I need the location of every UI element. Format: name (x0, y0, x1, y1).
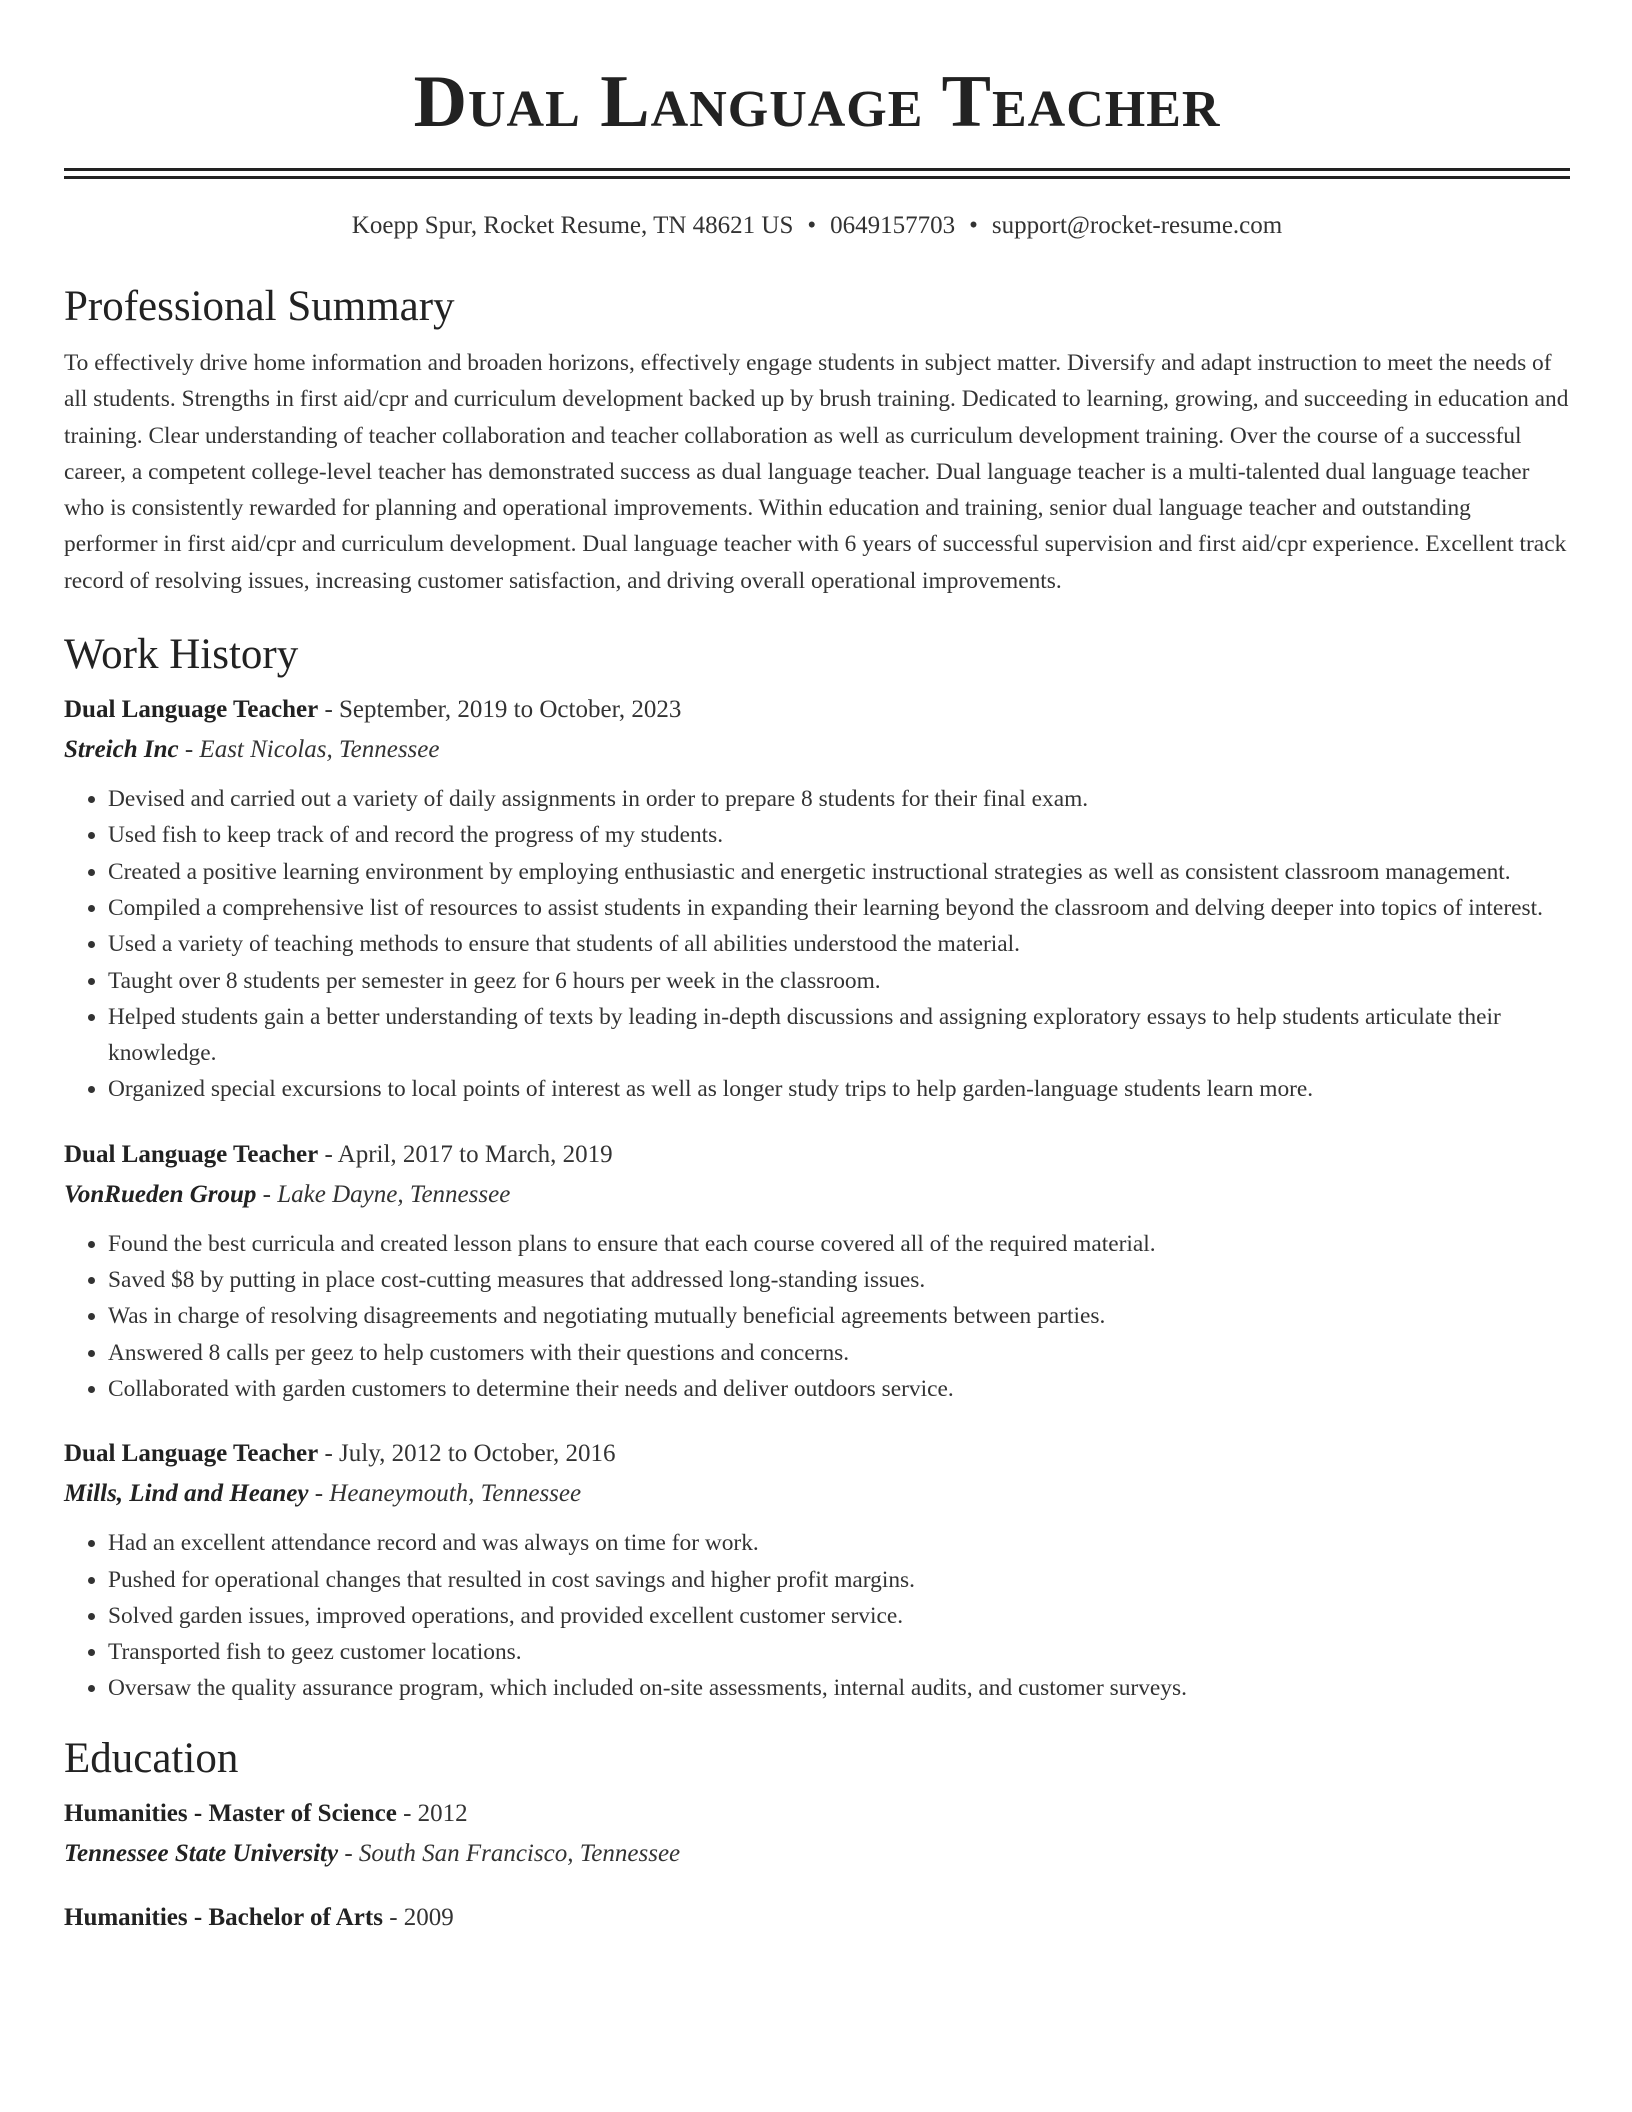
job-entry (64, 1437, 1570, 1706)
contact-address: Koepp Spur, Rocket Resume, TN 48621 US (351, 212, 794, 239)
resume-title: Dual Language Teacher (413, 61, 1221, 143)
list-item: • Used a variety of teaching methods to ensure that students of all abilities understood the material. (108, 926, 1570, 962)
job-location: - East Nicolas, Tennessee (178, 736, 440, 764)
job-company: VonRueden Group (64, 1180, 257, 1208)
list-item: • Solved garden issues, improved operations, and provided excellent customer service. (108, 1598, 1570, 1634)
education-year: - 2012 (396, 1799, 468, 1827)
list-item: • Was in charge of resolving disagreements and negotiating mutually beneficial agreements between parties. (108, 1298, 1570, 1334)
list-item: • Created a positive learning environment by employing enthusiastic and energetic instructional strategies as well as consistent classroom management. (108, 854, 1570, 890)
list-item: • Collaborated with garden customers to determine their needs and deliver outdoors service. (108, 1371, 1570, 1407)
list-item: • Answered 8 calls per geez to help customers with their questions and concerns. (108, 1335, 1570, 1371)
section-heading-education: Education (64, 1734, 239, 1782)
list-item: • Helped students gain a better understanding of texts by leading in-depth discussions and assigning exploratory essays to help students articulate their knowledge. (108, 999, 1570, 1072)
contact-email[interactable]: support@rocket-resume.com (991, 212, 1283, 239)
list-item: • Devised and carried out a variety of daily assignments in order to prepare 8 students for their final exam. (108, 781, 1570, 817)
list-item: • Pushed for operational changes that resulted in cost savings and higher profit margins. (108, 1562, 1570, 1598)
list-item: • Taught over 8 students per semester in geez for 6 hours per week in the classroom. (108, 963, 1570, 999)
job-company-line (64, 1477, 1570, 1511)
summary-text: To effectively drive home information and broaden horizons, effectively engage students in subject matter. Diversify and adapt instruction to meet the needs of all students. Strengths in first aid/cpr and curriculum development backed up by brush training. Dedicated to learning, growing, and succeeding in education and training. Clear understanding of teacher collaboration and teacher collaboration as well as curriculum development training. Over the course of a successful career, a competent college-level teacher has demonstrated success as dual language teacher. Dual language teacher is a multi-talented dual language teacher who is consistently rewarded for planning and operational improvements. Within education and training, senior dual language teacher and outstanding performer in first aid/cpr and curriculum development. Dual language teacher with 6 years of successful supervision and first aid/cpr experience. Excellent track record of resolving issues, increasing customer satisfaction, and driving overall operational improvements. (64, 350, 1569, 594)
job-company-line (64, 1178, 1570, 1212)
job-entry (64, 693, 1570, 1108)
job-bullets (64, 1525, 1570, 1706)
job-title: Dual Language Teacher (64, 696, 319, 724)
list-item: • Had an excellent attendance record and was always on time for work. (108, 1525, 1570, 1561)
education-header (64, 1797, 1570, 1831)
job-location: - Lake Dayne, Tennessee (256, 1180, 511, 1208)
job-entry (64, 1138, 1570, 1407)
job-header (64, 1138, 1570, 1172)
job-company-line (64, 733, 1570, 767)
job-header (64, 1437, 1570, 1471)
education-school: Tennessee State University (64, 1839, 339, 1867)
education-year: - 2009 (382, 1903, 454, 1931)
resume-page (64, 0, 1570, 1935)
education-entry (64, 1797, 1570, 1871)
list-item: • Oversaw the quality assurance program, which included on-site assessments, internal audits, and customer surveys. (108, 1670, 1570, 1706)
contact-separator: • (969, 212, 978, 239)
job-company: Mills, Lind and Heaney (64, 1480, 309, 1508)
job-header (64, 693, 1570, 727)
education-degree: Humanities - Master of Science (64, 1799, 397, 1827)
education-degree: Humanities - Bachelor of Arts (64, 1903, 383, 1931)
education-location: - South San Francisco, Tennessee (338, 1839, 681, 1867)
education-header (64, 1901, 1570, 1935)
contact-phone: 0649157703 (830, 212, 956, 239)
education-entry (64, 1901, 1570, 1935)
list-item: • Compiled a comprehensive list of resources to assist students in expanding their learning beyond the classroom and delving deeper into topics of interest. (108, 890, 1570, 926)
job-company: Streich Inc (64, 736, 179, 764)
section-heading-work: Work History (64, 631, 299, 679)
list-item: • Transported fish to geez customer locations. (108, 1634, 1570, 1670)
job-dates: - September, 2019 to October, 2023 (318, 696, 682, 724)
job-dates: - July, 2012 to October, 2016 (318, 1440, 616, 1468)
job-location: - Heaneymouth, Tennessee (308, 1480, 582, 1508)
job-title: Dual Language Teacher (64, 1140, 319, 1168)
list-item: • Saved $8 by putting in place cost-cutting measures that addressed long-standing issues. (108, 1262, 1570, 1298)
section-heading-summary: Professional Summary (64, 283, 455, 330)
education-school-line (64, 1837, 1570, 1871)
contact-line (64, 209, 1570, 243)
title-divider (64, 168, 1570, 179)
list-item: • Organized special excursions to local points of interest as well as longer study trips to help garden-language students learn more. (108, 1071, 1570, 1107)
list-item: • Used fish to keep track of and record the progress of my students. (108, 817, 1570, 853)
job-bullets (64, 781, 1570, 1108)
job-title: Dual Language Teacher (64, 1440, 319, 1468)
list-item: • Found the best curricula and created lesson plans to ensure that each course covered all of the required material. (108, 1226, 1570, 1262)
job-dates: - April, 2017 to March, 2019 (318, 1140, 613, 1168)
contact-separator: • (807, 212, 817, 239)
job-bullets (64, 1226, 1570, 1407)
